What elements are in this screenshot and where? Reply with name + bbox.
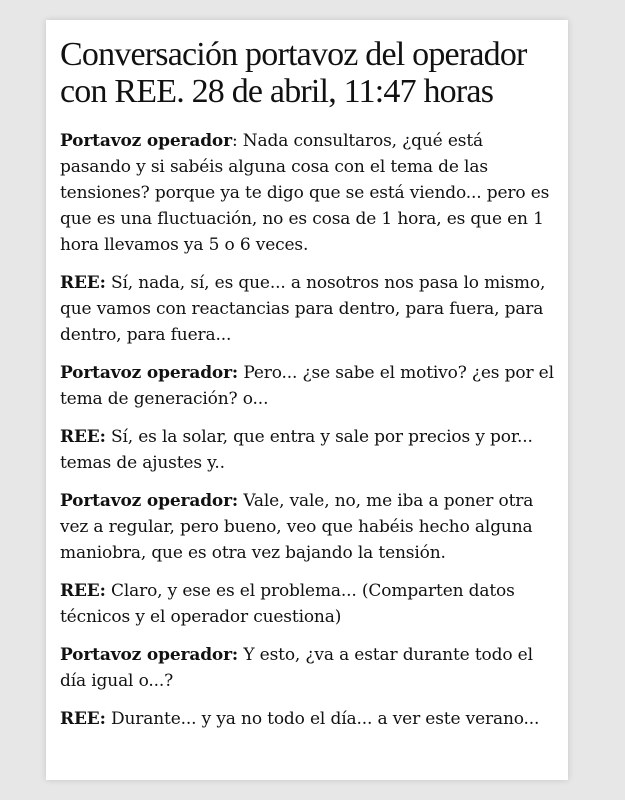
dialogue-text: Nada consultaros, ¿qué está pasando y si sabéis alguna cosa con el tema de las tensiones? porque ya te digo que se está viendo... pero es que es una fluctuación, no es cosa de 1 hora, es que en 1 hora llevamos ya 5 o 6 veces. xyxy=(60,131,550,255)
dialogue-text: Sí, es la solar, que entra y sale por precios y por... temas de ajustes y.. xyxy=(60,427,533,473)
speaker-label: REE: xyxy=(60,427,106,447)
speaker-separator: : xyxy=(231,131,243,151)
dialogue-text: Sí, nada, sí, es que... a nosotros nos pasa lo mismo, que vamos con reactancias para dentro, para fuera, para dentro, para fuera... xyxy=(60,273,546,345)
dialogue-text: Vale, vale, no, me iba a poner otra vez a regular, pero bueno, veo que habéis hecho alguna maniobra, que es otra vez bajando la tensión. xyxy=(60,491,534,563)
dialogue-turn-1 xyxy=(60,128,554,258)
speaker-label: Portavoz operador: xyxy=(60,363,239,383)
transcript-card xyxy=(46,20,568,780)
dialogue-text: Claro, y ese es el problema... (Comparten datos técnicos y el operador cuestiona) xyxy=(60,581,515,627)
dialogue-turn-4 xyxy=(60,424,554,476)
dialogue-turn-2 xyxy=(60,270,554,348)
dialogue-turn-7 xyxy=(60,642,554,694)
speaker-label: Portavoz operador: xyxy=(60,491,239,511)
dialogue-turn-6 xyxy=(60,578,554,630)
dialogue-text: Y esto, ¿va a estar durante todo el día igual o...? xyxy=(60,645,533,691)
dialogue-turn-8 xyxy=(60,706,554,732)
dialogue-turn-3 xyxy=(60,360,554,412)
speaker-label: Portavoz operador: xyxy=(60,645,239,665)
speaker-label: REE: xyxy=(60,273,106,293)
dialogue-turn-5 xyxy=(60,488,554,566)
speaker-label: Portavoz operador xyxy=(60,131,232,151)
speaker-label: REE: xyxy=(60,709,106,729)
dialogue-text: Durante... y ya no todo el día... a ver este verano... xyxy=(110,709,540,729)
speaker-label: REE: xyxy=(60,581,106,601)
dialogue-text: Pero... ¿se sabe el motivo? ¿es por el tema de generación? o... xyxy=(60,363,554,409)
page-title: Conversación portavoz del operador con REE. 28 de abril, 11:47 horas xyxy=(60,36,527,110)
